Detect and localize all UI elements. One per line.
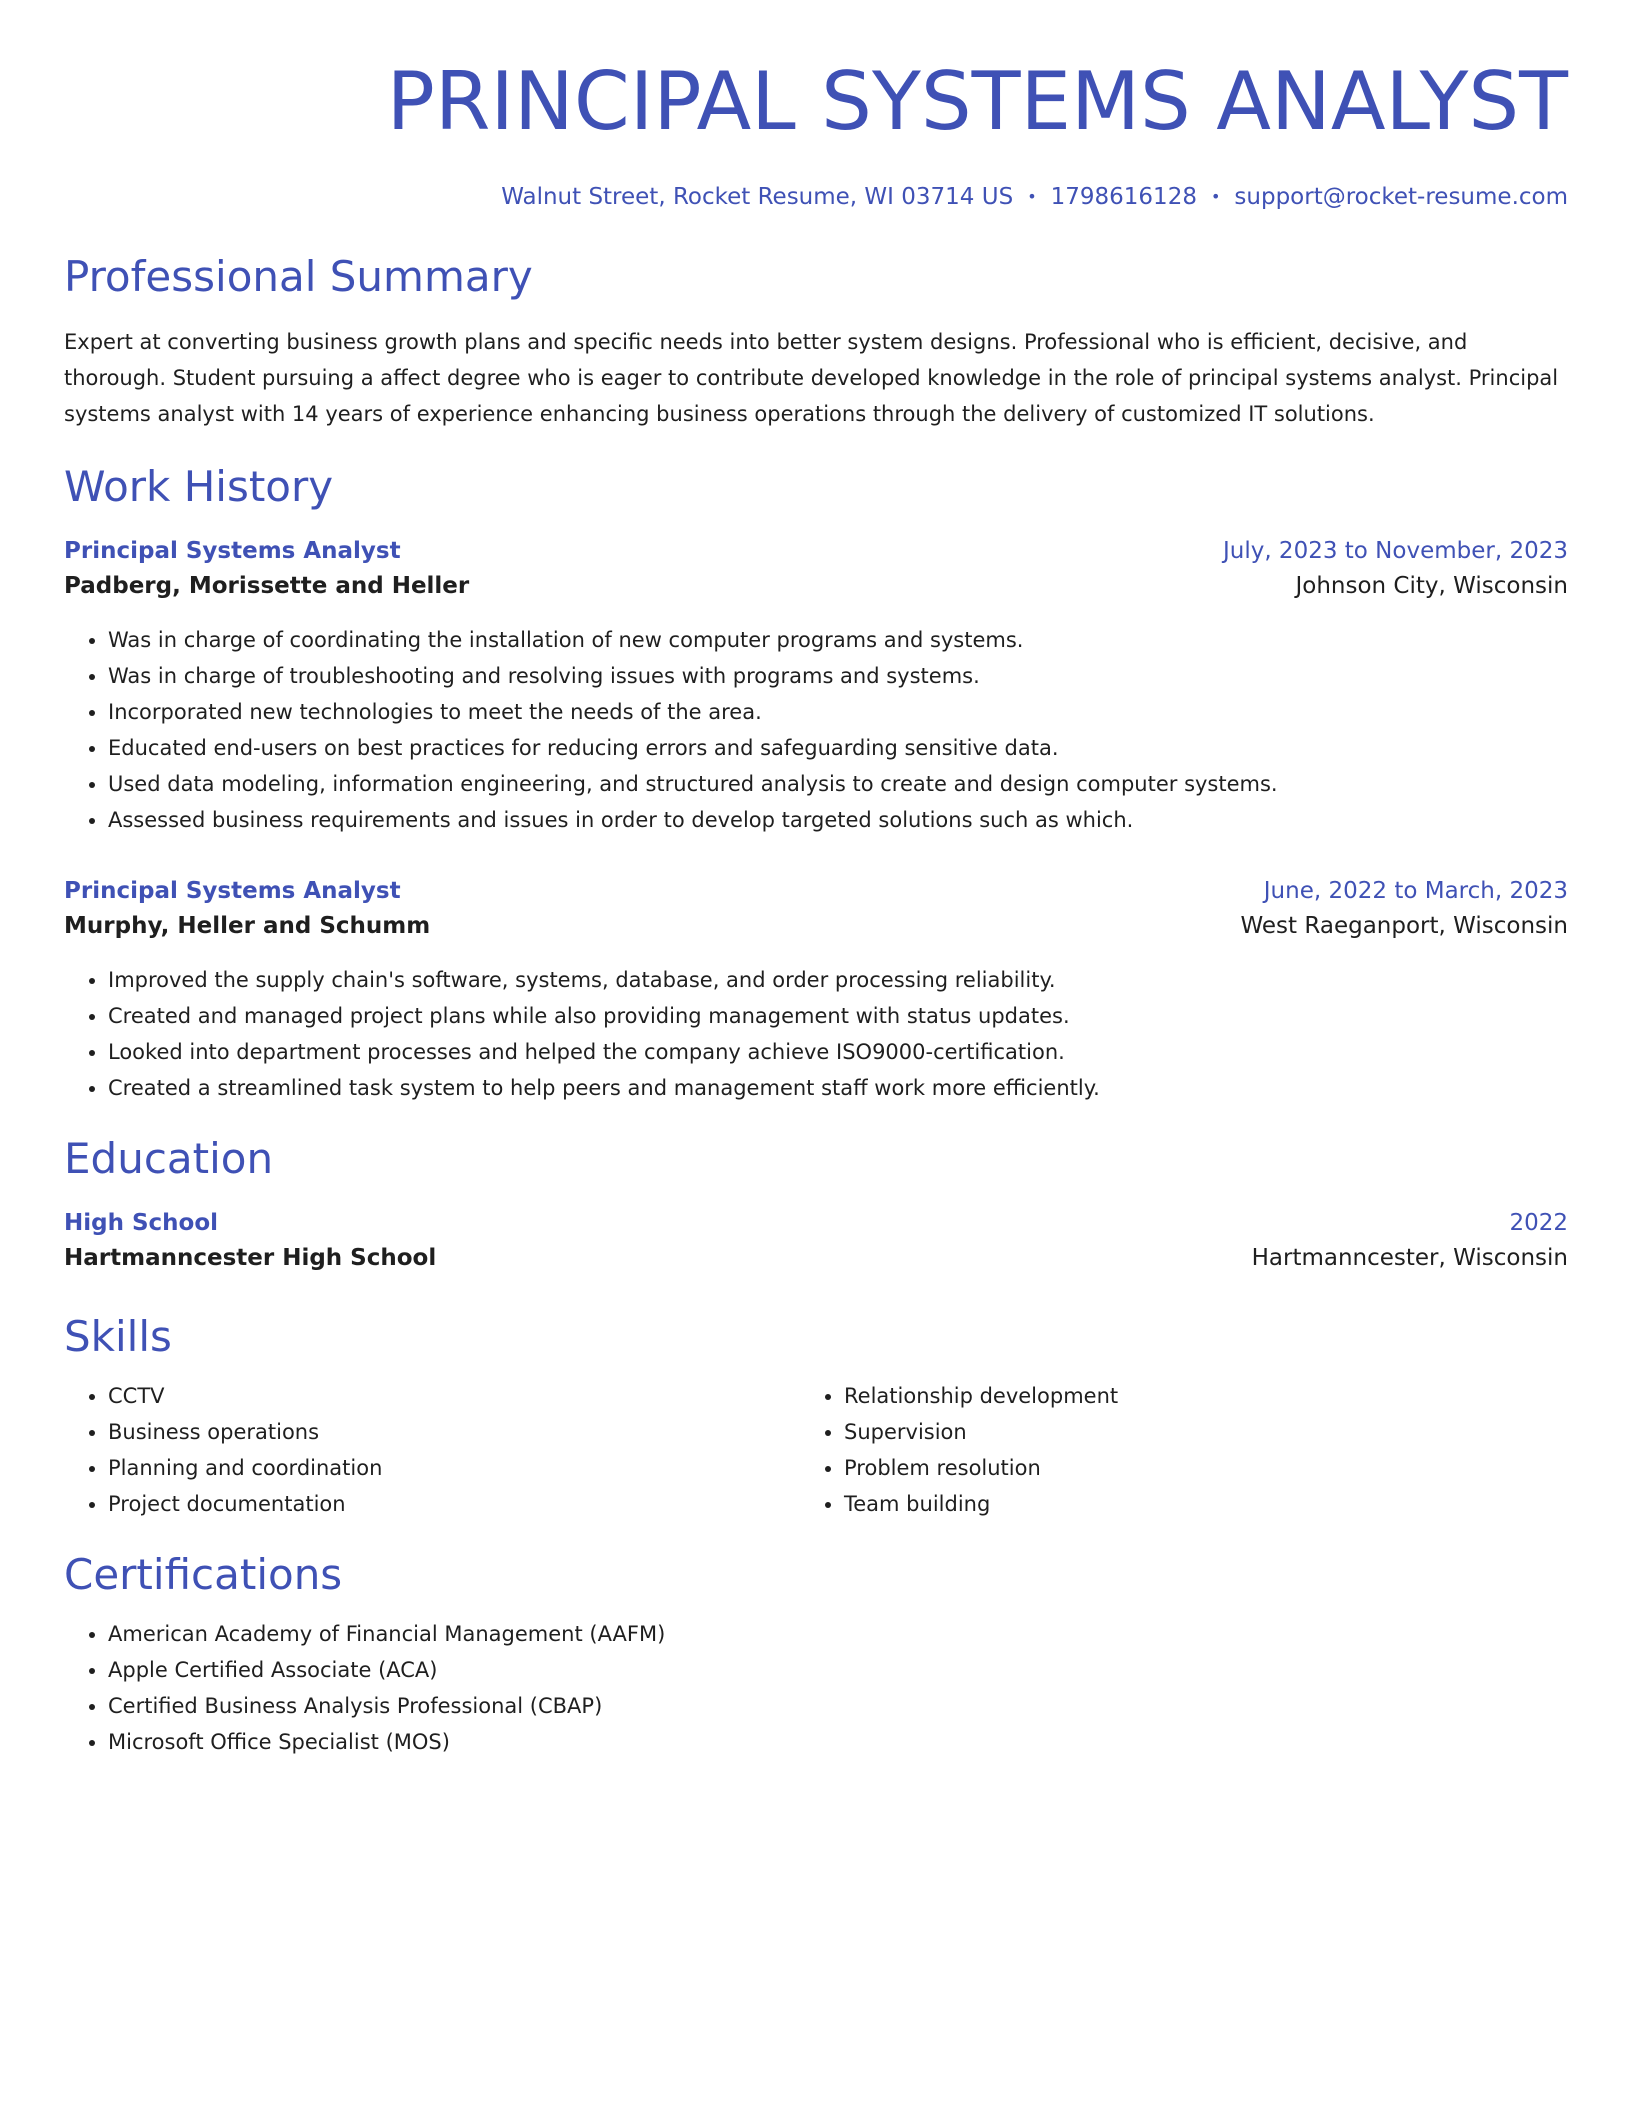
job-bullet: • Created and managed project plans while also providing management with status updates. — [108, 998, 1568, 1034]
skill-item: • Relationship development — [844, 1378, 1536, 1414]
job-role: Principal Systems Analyst — [64, 538, 401, 564]
job-dates: July, 2023 to November, 2023 — [1222, 538, 1568, 564]
skill-item: • Project documentation — [108, 1486, 800, 1522]
skills-heading: Skills — [64, 1312, 172, 1361]
job-company: Padberg, Morissette and Heller — [64, 573, 470, 599]
job-bullet: • Created a streamlined task system to help peers and management staff work more efficiently. — [108, 1070, 1568, 1106]
education-entry — [64, 1206, 1568, 1276]
certifications-list — [64, 1616, 1568, 1760]
job-bullet: • Looked into department processes and helped the company achieve ISO9000-certification. — [108, 1034, 1568, 1070]
skill-item: • CCTV — [108, 1378, 800, 1414]
job-entry — [64, 534, 1568, 838]
skill-item: • Team building — [844, 1486, 1536, 1522]
contact-separator: • — [1027, 187, 1037, 206]
job-location: Johnson City, Wisconsin — [1295, 573, 1568, 599]
skill-item: • Supervision — [844, 1414, 1536, 1450]
job-company: Murphy, Heller and Schumm — [64, 913, 431, 939]
education-year: 2022 — [1509, 1210, 1568, 1236]
skill-item: • Problem resolution — [844, 1450, 1536, 1486]
certification-item: • American Academy of Financial Management (AAFM) — [108, 1616, 1568, 1652]
contact-address: Walnut Street, Rocket Resume, WI 03714 US — [501, 184, 1014, 210]
job-dates: June, 2022 to March, 2023 — [1263, 878, 1568, 904]
skills-column-right — [800, 1378, 1536, 1522]
job-bullet: • Used data modeling, information engineering, and structured analysis to create and design computer systems. — [108, 766, 1568, 802]
job-role: Principal Systems Analyst — [64, 878, 401, 904]
contact-email: support@rocket-resume.com — [1234, 184, 1568, 210]
skills-column-left — [64, 1378, 800, 1522]
education-heading: Education — [64, 1134, 274, 1183]
job-bullet: • Assessed business requirements and issues in order to develop targeted solutions such as which. — [108, 802, 1568, 838]
contact-separator: • — [1210, 187, 1221, 206]
job-bullets — [64, 622, 1568, 838]
resume-header — [64, 0, 1568, 212]
education-degree: High School — [64, 1210, 219, 1236]
contact-phone: 1798616128 — [1050, 184, 1197, 210]
job-bullet: • Was in charge of coordinating the installation of new computer programs and systems. — [108, 622, 1568, 658]
job-bullets — [64, 962, 1568, 1106]
certification-item: • Microsoft Office Specialist (MOS) — [108, 1724, 1568, 1760]
job-bullet: • Educated end-users on best practices for reducing errors and safeguarding sensitive data. — [108, 730, 1568, 766]
resume-title: PRINCIPAL SYSTEMS ANALYST — [386, 55, 1568, 148]
certification-item: • Certified Business Analysis Professional (CBAP) — [108, 1688, 1568, 1724]
skill-item: • Planning and coordination — [108, 1450, 800, 1486]
summary-text: Expert at converting business growth plans and specific needs into better system designs. Professional who is efficient, decisive, and thorough. Student pursuing a affect degree who is eager to contribute developed knowledge in the role of principal systems analyst. Principal systems analyst with 14 years of experience enhancing business operations through the delivery of customized IT solutions. — [64, 330, 1559, 426]
job-bullet: • Incorporated new technologies to meet the needs of the area. — [108, 694, 1568, 730]
skill-item: • Business operations — [108, 1414, 800, 1450]
education-location: Hartmanncester, Wisconsin — [1251, 1245, 1568, 1271]
certifications-heading: Certifications — [64, 1550, 343, 1599]
job-location: West Raeganport, Wisconsin — [1240, 913, 1568, 939]
job-bullet: • Was in charge of troubleshooting and resolving issues with programs and systems. — [108, 658, 1568, 694]
work-history-heading: Work History — [64, 462, 334, 511]
certification-item: • Apple Certified Associate (ACA) — [108, 1652, 1568, 1688]
job-entry — [64, 874, 1568, 1106]
contact-line — [64, 182, 1568, 212]
skills-list — [64, 1378, 1568, 1522]
job-bullet: • Improved the supply chain's software, systems, database, and order processing reliability. — [108, 962, 1568, 998]
education-school: Hartmanncester High School — [64, 1245, 437, 1271]
summary-heading: Professional Summary — [64, 252, 533, 301]
